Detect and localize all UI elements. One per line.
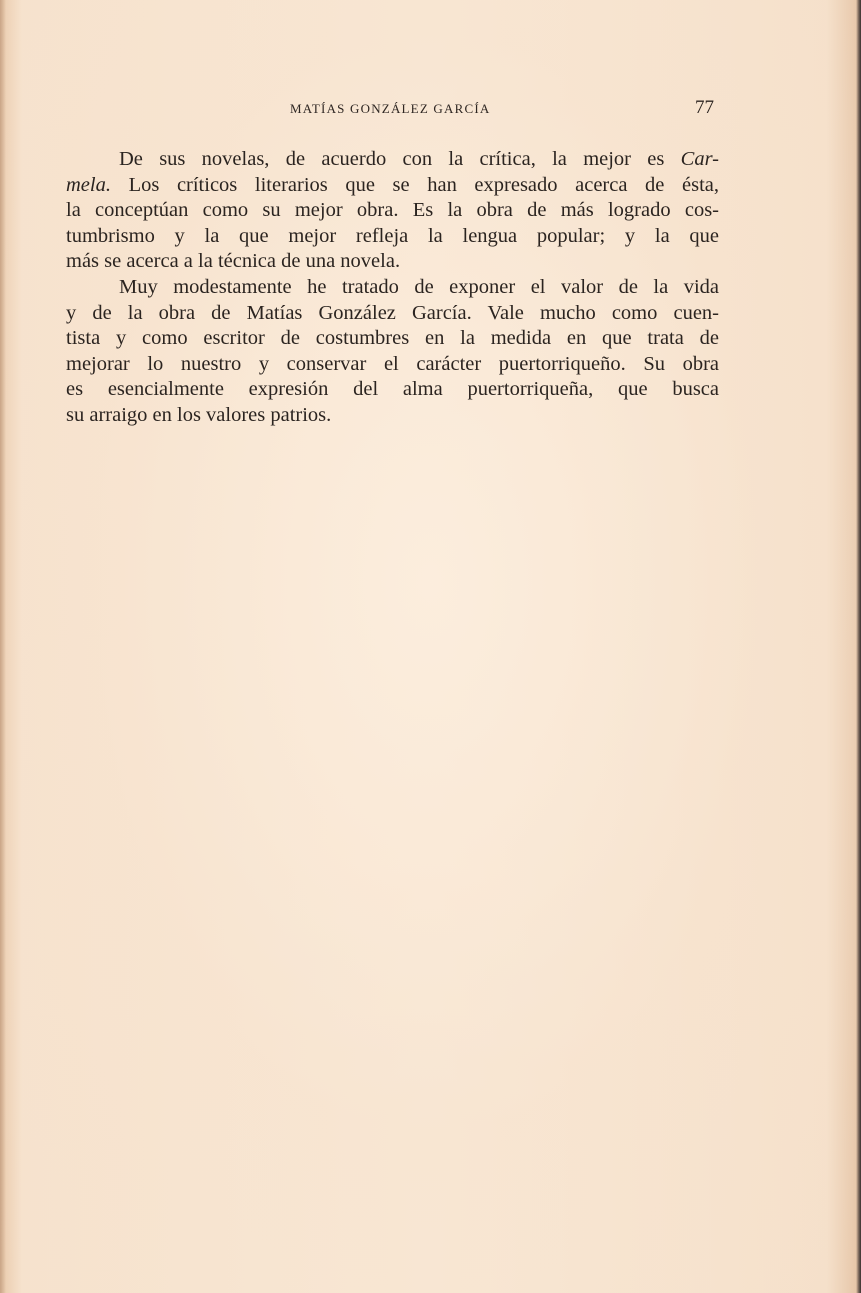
text-line: mejorar lo nuestro y conservar el carácter puertorriqueño. Su obra — [66, 352, 719, 375]
text-line: y de la obra de Matías González García. Vale mucho como cuen- — [66, 301, 719, 324]
text-line: Muy modestamente he tratado de exponer el valor de la vida — [119, 275, 719, 298]
italic-title: Car- — [680, 148, 719, 170]
paragraph — [66, 275, 719, 429]
text-line: la conceptúan como su mejor obra. Es la obra de más logrado cos- — [66, 199, 719, 222]
italic-title: mela. — [66, 173, 111, 196]
page-left-edge — [0, 0, 6, 1293]
text-line: tumbrismo y la que mejor refleja la lengua popular; y la que — [66, 224, 719, 247]
body-text — [66, 147, 719, 429]
page-number: 77 — [695, 97, 714, 118]
running-header-title: MATÍAS GONZÁLEZ GARCÍA — [290, 101, 491, 116]
text-line: es esencialmente expresión del alma puertorriqueña, que busca — [66, 378, 719, 401]
text-line — [66, 173, 719, 199]
text-line: tista y como escritor de costumbres en la medida en que trata de — [66, 327, 719, 350]
text-line: más se acerca a la técnica de una novela. — [66, 250, 401, 273]
page-right-edge — [856, 0, 861, 1293]
text-run: Los críticos literarios que se han expresado acerca de ésta, — [110, 173, 719, 196]
text-run: De sus novelas, de acuerdo con la crítica, la mejor es — [119, 148, 681, 170]
text-line — [66, 147, 719, 173]
text-line: su arraigo en los valores patrios. — [66, 403, 332, 426]
paragraph — [66, 147, 719, 275]
